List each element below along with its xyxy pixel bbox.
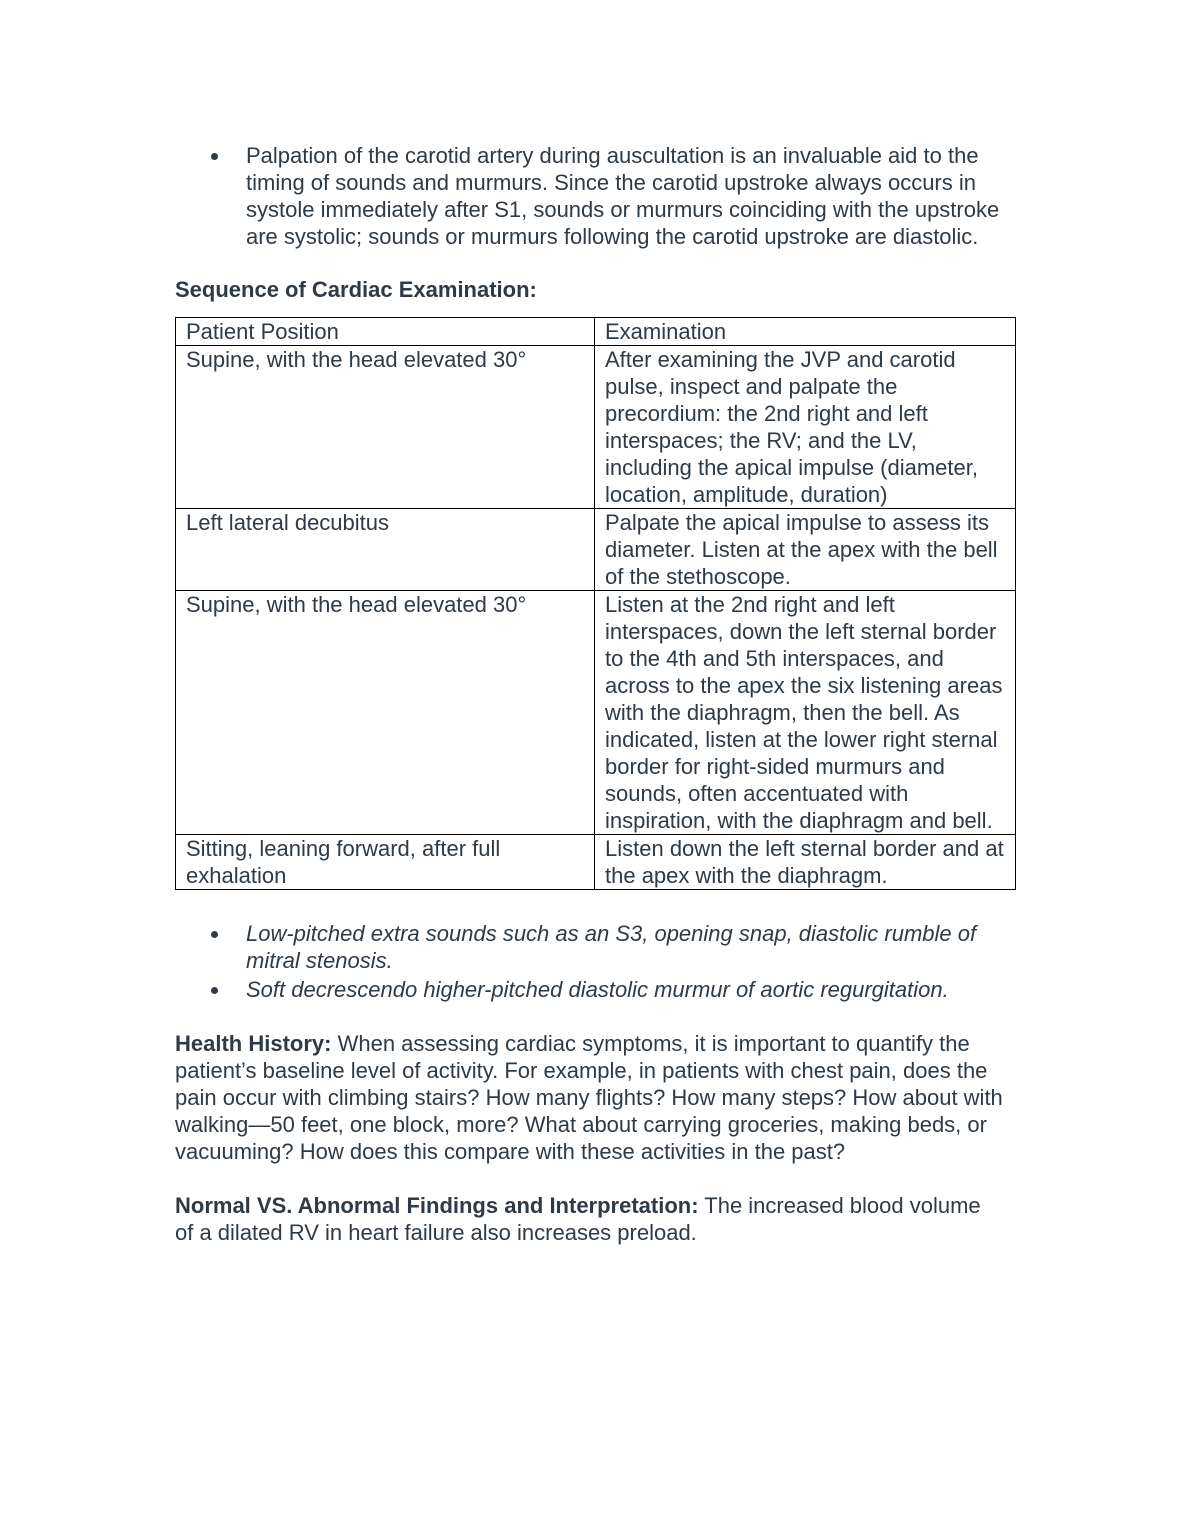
bullet-text: Soft decrescendo higher-pitched diastolic murmur of aortic regurgitation. (246, 977, 949, 1002)
table-row (176, 835, 1016, 890)
findings-paragraph (175, 1192, 1005, 1246)
health-history-paragraph (175, 1030, 1005, 1165)
section-heading-sequence: Sequence of Cardiac Examination: (175, 277, 537, 302)
cell-position: Sitting, leaning forward, after full exhalation (176, 835, 595, 890)
intro-bullet-list (175, 142, 1015, 250)
cell-position: Supine, with the head elevated 30° (176, 346, 595, 509)
cell-examination: Listen at the 2nd right and left interspaces, down the left sternal border to the 4th and 5th interspaces, and across to the apex the six listening areas with the diaphragm, then the bell. As indicated, listen at the lower right sternal border for right-sided murmurs and sounds, often accentuated with inspiration, with the diaphragm and bell. (595, 591, 1016, 835)
cardiac-exam-table (175, 317, 1016, 890)
table-header-row (176, 318, 1016, 346)
document-page (175, 142, 1020, 1246)
list-item (175, 142, 1015, 250)
health-history-label: Health History: (175, 1031, 332, 1056)
bullet-text: Palpation of the carotid artery during auscultation is an invaluable aid to the timing of sounds and murmurs. Since the carotid upstroke always occurs in systole immediately after S1, sounds or murmurs coinciding with the upstroke are systolic; sounds or murmurs following the carotid upstroke are diastolic. (246, 143, 1000, 249)
table-row (176, 346, 1016, 509)
list-item (175, 920, 1015, 974)
health-history-text: When assessing cardiac symptoms, it is important to quantify the patient’s baseline level of activity. For example, in patients with chest pain, does the pain occur with climbing stairs? How many flights? How many steps? How about with walking—50 feet, one block, more? What about carrying groceries, making beds, or vacuuming? How does this compare with these activities in the past? (175, 1031, 1003, 1164)
italic-bullet-list (175, 920, 1015, 1003)
cell-position: Supine, with the head elevated 30° (176, 591, 595, 835)
cell-position: Left lateral decubitus (176, 509, 595, 591)
findings-label: Normal VS. Abnormal Findings and Interpretation: (175, 1193, 699, 1218)
table-row (176, 591, 1016, 835)
table-row (176, 509, 1016, 591)
column-header-position: Patient Position (176, 318, 595, 346)
bullet-text: Low-pitched extra sounds such as an S3, opening snap, diastolic rumble of mitral stenosis. (246, 921, 977, 973)
bullet-icon (211, 987, 218, 994)
cell-examination: Palpate the apical impulse to assess its diameter. Listen at the apex with the bell of the stethoscope. (595, 509, 1016, 591)
cell-examination: After examining the JVP and carotid pulse, inspect and palpate the precordium: the 2nd right and left interspaces; the RV; and the LV, including the apical impulse (diameter, location, amplitude, duration) (595, 346, 1016, 509)
cell-examination: Listen down the left sternal border and at the apex with the diaphragm. (595, 835, 1016, 890)
bullet-icon (211, 931, 218, 938)
column-header-examination: Examination (595, 318, 1016, 346)
findings-text: The increased blood volume of a dilated RV in heart failure also increases preload. (175, 1193, 981, 1245)
list-item (175, 976, 1015, 1003)
bullet-icon (211, 153, 218, 160)
